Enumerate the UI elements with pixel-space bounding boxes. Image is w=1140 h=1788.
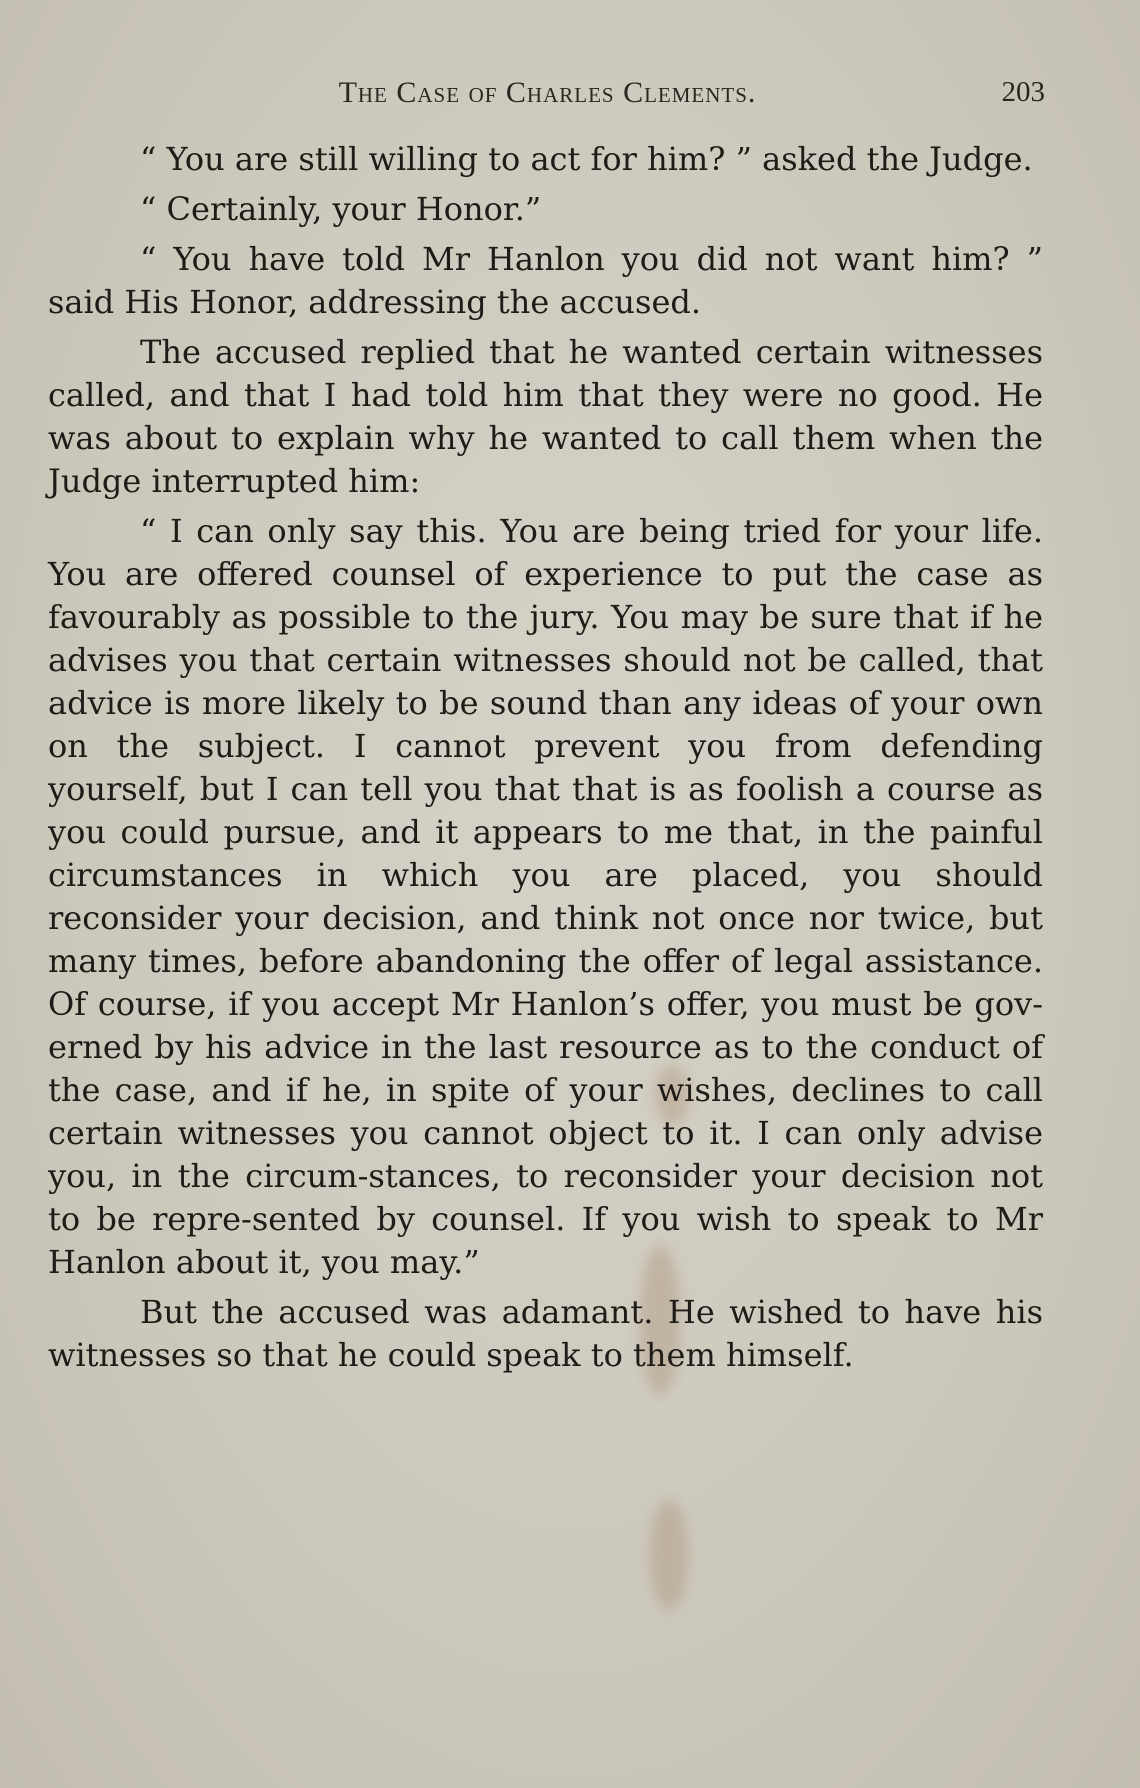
paragraph-2: “ Certainly, your Honor.” (140, 190, 542, 228)
paragraph-6: But the accused was adamant. He wished to have his witnesses so that he could speak to them himself. (48, 1293, 1043, 1374)
body-text (48, 138, 1043, 1384)
page-number: 203 (1001, 76, 1045, 108)
paragraph-1: “ You are still willing to act for him? ” asked the Judge. (140, 140, 1033, 178)
paragraph-4: The accused replied that he wanted certain witnesses called, and that I had told him that they were no good. He was about to explain why he wanted to call them when the Judge interrupted him: (48, 333, 1043, 500)
running-title: The Case of Charles Clements. (338, 76, 757, 109)
paragraph-5: “ I can only say this. You are being tried for your life. You are offered counsel of experience to put the case as favourably as possible to the jury. You may be sure that if he advises you that certain witnesses should not be called, that advice is more likely to be sound than any ideas of your own on the subject. I cannot prevent you from defending yourself, but I can tell you that that is as foolish a course as you could pursue, and it appears to me that, in the painful circumstances in which you are placed, you should reconsider your decision, and think not once nor twice, but many times, before abandoning the offer of legal assistance. Of course, if you accept Mr Hanlon’s offer, you must be gov-erned by his advice in the last resource as to the conduct of the case, and if he, in spite of your wishes, declines to call certain witnesses you cannot object to it. I can only advise you, in the circum-stances, to reconsider your decision not to be repre-sented by counsel. If you wish to speak to Mr Hanlon about it, you may.” (48, 512, 1043, 1281)
running-head (50, 76, 1045, 116)
paragraph-3: “ You have told Mr Hanlon you did not want him? ” said His Honor, addressing the accused. (48, 240, 1043, 321)
page-stain (650, 1500, 688, 1610)
